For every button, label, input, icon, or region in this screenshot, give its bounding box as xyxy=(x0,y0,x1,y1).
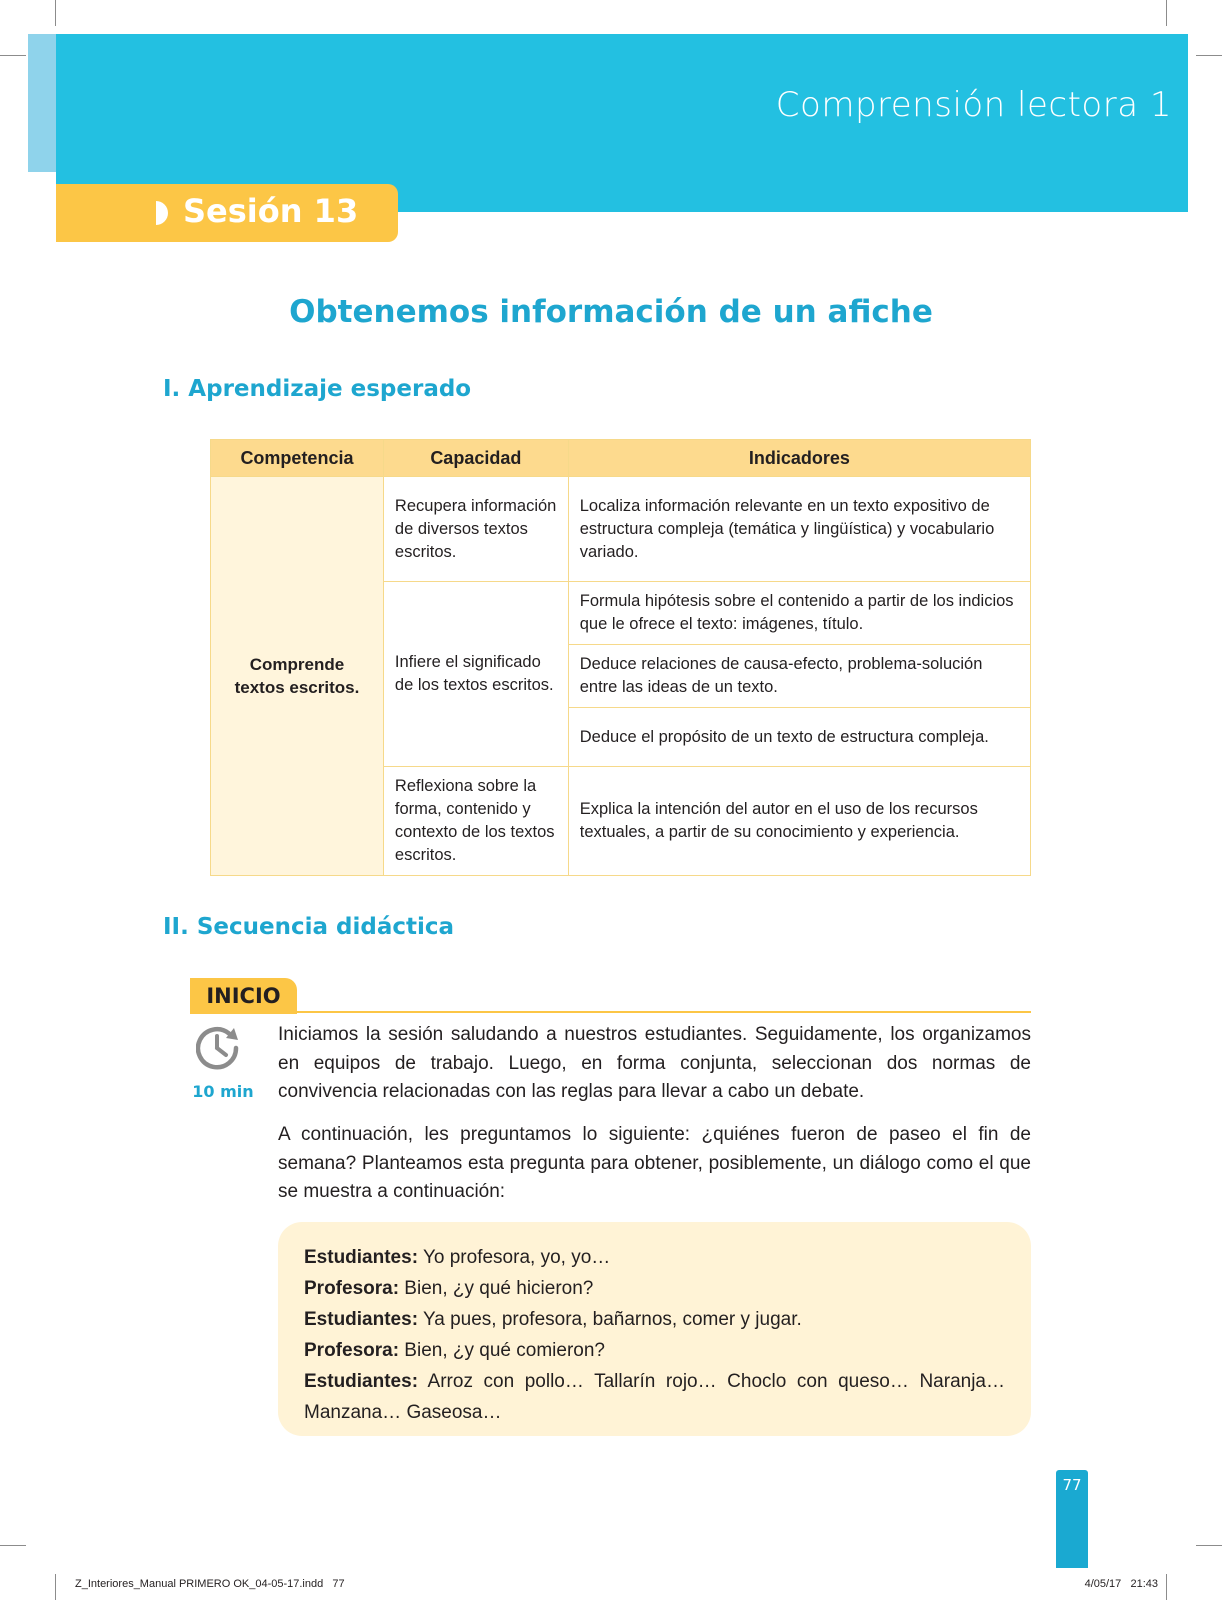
dialogue-speaker: Estudiantes: xyxy=(304,1371,419,1392)
crop-mark xyxy=(1166,1574,1167,1600)
indicador-cell: Formula hipótesis sobre el contenido a partir de los indicios que le ofrece el texto: imágenes, título. xyxy=(568,582,1030,645)
competency-table xyxy=(210,439,1031,876)
dialogue-line xyxy=(304,1366,1005,1428)
footer-file-info: Z_Interiores_Manual PRIMERO OK_04-05-17.indd 77 xyxy=(75,1578,345,1590)
column-header: Capacidad xyxy=(383,440,568,477)
crop-mark xyxy=(1196,1545,1222,1546)
inicio-label: INICIO xyxy=(190,978,297,1014)
dialogue-line xyxy=(304,1242,1005,1273)
crop-mark xyxy=(1166,0,1167,26)
crop-mark xyxy=(0,1545,26,1546)
crop-mark xyxy=(0,55,26,56)
table-header-row xyxy=(211,440,1031,477)
column-header: Indicadores xyxy=(568,440,1030,477)
dialogue-speaker: Estudiantes: xyxy=(304,1247,419,1268)
dialogue-text: Ya pues, profesora, bañarnos, comer y jugar. xyxy=(418,1309,802,1330)
paragraph-question: A continuación, les preguntamos lo siguiente: ¿quiénes fueron de paseo el fin de semana? Planteamos esta pregunta para obtener, posiblemente, un diálogo como el que se muestra a continuación: xyxy=(278,1124,1031,1202)
capacidad-cell: Recupera información de diversos textos escritos. xyxy=(383,477,568,582)
dialogue-line xyxy=(304,1273,1005,1304)
footer-datetime: 4/05/17 21:43 xyxy=(1084,1578,1158,1590)
inicio-divider xyxy=(190,1011,1031,1013)
dialogue-text: Bien, ¿y qué hicieron? xyxy=(399,1278,594,1299)
indicador-cell: Localiza información relevante en un texto expositivo de estructura compleja (temática y lingüística) y vocabulario variado. xyxy=(568,477,1030,582)
crop-mark xyxy=(1196,55,1222,56)
page-title: Obtenemos información de un afiche xyxy=(289,294,933,330)
crop-mark xyxy=(55,0,56,26)
competencia-cell: Comprende textos escritos. xyxy=(211,477,384,876)
indicador-cell: Explica la intención del autor en el uso de los recursos textuales, a partir de su conocimiento y experiencia. xyxy=(568,767,1030,876)
dialogue-box xyxy=(278,1222,1031,1436)
time-label: 10 min xyxy=(192,1082,254,1101)
dialogue-line xyxy=(304,1304,1005,1335)
indicador-cell: Deduce el propósito de un texto de estructura compleja. xyxy=(568,708,1030,767)
indicador-cell: Deduce relaciones de causa-efecto, problema-solución entre las ideas de un texto. xyxy=(568,645,1030,708)
session-label: Sesión 13 xyxy=(183,192,359,230)
page-number: 77 xyxy=(1062,1476,1082,1494)
paragraph-intro: Iniciamos la sesión saludando a nuestros estudiantes. Seguidamente, los organizamos en equipos de trabajo. Luego, en forma conjunta, seleccionan dos normas de convivencia relacionadas con las reglas para llevar a cabo un debate. xyxy=(278,1024,1031,1102)
header-accent-bar xyxy=(28,34,56,172)
crop-mark xyxy=(55,1574,56,1600)
column-header: Competencia xyxy=(211,440,384,477)
capacidad-cell: Infiere el significado de los textos escritos. xyxy=(383,582,568,767)
dialogue-speaker: Profesora: xyxy=(304,1340,400,1361)
dialogue-line xyxy=(304,1335,1005,1366)
session-tab xyxy=(56,184,398,242)
dialogue-speaker: Estudiantes: xyxy=(304,1309,419,1330)
dialogue-text: Yo profesora, yo, yo… xyxy=(418,1247,611,1268)
dialogue-text: Bien, ¿y qué comieron? xyxy=(399,1340,605,1361)
section-heading-secuencia: II. Secuencia didáctica xyxy=(163,914,455,940)
unit-title: Comprensión lectora 1 xyxy=(775,85,1172,125)
half-circle-icon xyxy=(156,201,168,225)
dialogue-speaker: Profesora: xyxy=(304,1278,400,1299)
table-row xyxy=(211,477,1031,582)
capacidad-cell: Reflexiona sobre la forma, contenido y contexto de los textos escritos. xyxy=(383,767,568,876)
section-heading-aprendizaje: I. Aprendizaje esperado xyxy=(163,376,472,402)
clock-icon xyxy=(196,1024,248,1072)
dialogue-text: Arroz con pollo… Tallarín rojo… Choclo con queso… Naranja… Manzana… Gaseosa… xyxy=(304,1371,1005,1423)
